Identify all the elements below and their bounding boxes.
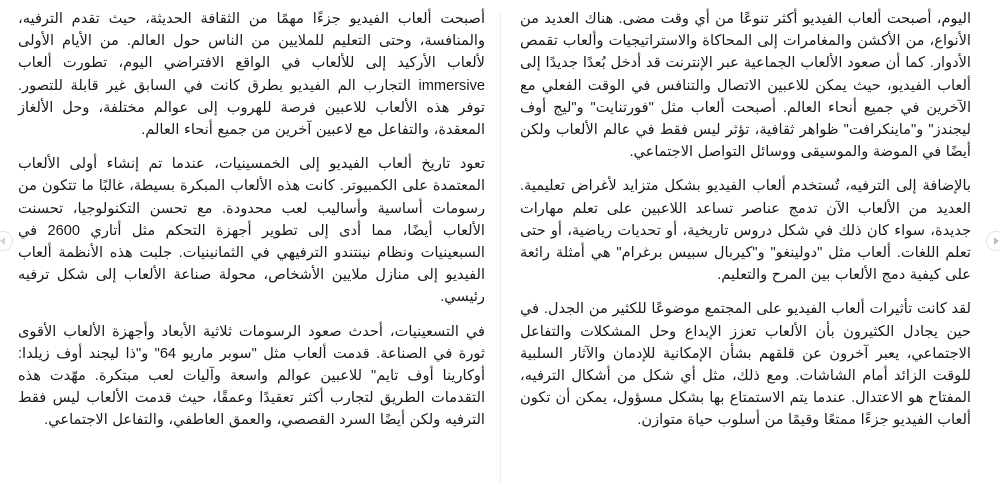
paragraph: في التسعينيات، أحدث صعود الرسومات ثلاثية الأبعاد وأجهزة الألعاب الأقوى ثورة في الصناعة. قدمت ألعاب مثل "سوبر ماريو 64" و"ذا ليجند أوف زيلدا: أوكارينا أوف تايم" للاعبين عوالم واسعة وآليات لعب مبتكرة. مهّدت هذه التقدمات الطريق لتجارب أكثر تعقيدًا وعمقًا، حيث قدمت الألعاب ليس فقط الترفيه ولكن أيضًا السرد القصصي، والعمق العاطفي، والتفاعل الاجتماعي. (18, 323, 485, 429)
right-page (500, 0, 1000, 488)
paragraph: تعود تاريخ ألعاب الفيديو إلى الخمسينيات، عندما تم إنشاء أولى الألعاب المعتمدة على الكمبيوتر. كانت هذه الألعاب المبكرة بسيطة، غالبًا ما تتكون من رسومات أساسية وأساليب لعب محدودة. مع تحسن التكنولوجيا، تحسنت الألعاب أيضًا، مما أدى إلى تطوير أجهزة التحكم مثل أتاري 2600 في السبعينيات ونظام نينتندو الترفيهي في الثمانينيات. جلبت هذه الأنظمة ألعاب الفيديو إلى منازل ملايين الأشخاص، محولة صناعة الألعاب إلى شكل ترفيه رئيسي. (18, 156, 485, 306)
paragraph: بالإضافة إلى الترفيه، تُستخدم ألعاب الفيديو بشكل متزايد لأغراض تعليمية. العديد من الألعاب الآن تدمج عناصر تساعد اللاعبين على تعلم مهارات جديدة، سواء كان ذلك في شكل دروس تاريخية، أو تحديات رياضية، أو حتى تعلم اللغات. ألعاب مثل "دولينغو" و"كيربال سبيس برغرام" هي أمثلة رائعة على كيفية دمج الألعاب بين المرح والتعليم. (520, 178, 971, 284)
paragraph: لقد كانت تأثيرات ألعاب الفيديو على المجتمع موضوعًا للكثير من الجدل. في حين يجادل الكثيرون بأن الألعاب تعزز الإبداع وحل المشكلات والتفاعل الاجتماعي، يعبر آخرون عن قلقهم بشأن الإمكانية للإدمان والآثار السلبية للوقت الزائد أمام الشاشات. ومع ذلك، مثل أي شكل من أشكال الترفيه، المفتاح هو الاعتدال. عندما يتم الاستمتاع بها بشكل مسؤول، يمكن أن تكون ألعاب الفيديو جزءًا ممتعًا وقيمًا من أسلوب حياة متوازن. (520, 301, 971, 429)
chevron-right-icon (994, 237, 999, 245)
chevron-left-icon (0, 237, 5, 245)
paragraph: اليوم، أصبحت ألعاب الفيديو أكثر تنوعًا من أي وقت مضى. هناك العديد من الأنواع، من الأكشن والمغامرات إلى المحاكاة والاستراتيجيات وألعاب تقمص الأدوار. كما أن صعود الألعاب الجماعية عبر الإنترنت قد أدخل بُعدًا جديدًا إلى ألعاب الفيديو، حيث يمكن للاعبين الاتصال والتنافس في الوقت الفعلي مع الآخرين في جميع أنحاء العالم. أصبحت ألعاب مثل "فورتنايت" و"ليج أوف ليجندز" و"ماينكرافت" ظواهر ثقافية، تؤثر ليس فقط في عالم الألعاب ولكن أيضًا في الموضة والموسيقى ووسائل التواصل الاجتماعي. (520, 11, 971, 161)
next-page-button[interactable] (986, 231, 1000, 251)
paragraph: أصبحت ألعاب الفيديو جزءًا مهمًا من الثقافة الحديثة، حيث تقدم الترفيه، والمنافسة، وحتى التعليم للملايين من الناس حول العالم. من الأيام الأولى لألعاب الأركيد إلى للألعاب في الواقع الافتراضي اليوم، تطورت ألعاب immersive التجارب الم الفيديو بطرق كانت في السابق غير قابلة للتصور. توفر هذه الألعاب للاعبين فرصة للهروب إلى عوالم مختلفة، وحل الألغاز المعقدة، والتفاعل مع لاعبين آخرين من جميع أنحاء العالم. (18, 11, 485, 139)
